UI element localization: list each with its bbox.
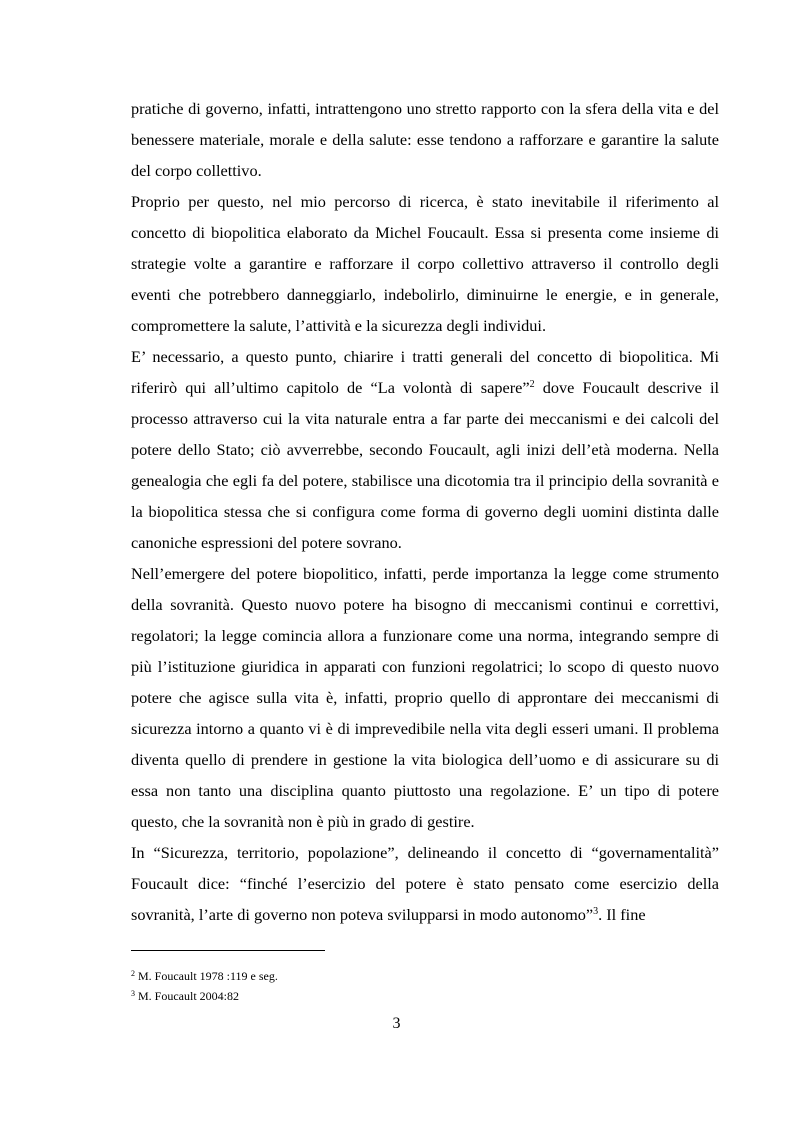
paragraph-4 <box>131 558 719 837</box>
footnote-number: 3 <box>131 989 135 998</box>
footnote-text: M. Foucault 2004:82 <box>135 989 239 1003</box>
paragraph-1 <box>131 93 719 186</box>
paragraph-text: pratiche di governo, infatti, intrattengono uno stretto rapporto con la sfera della vita e del benessere materiale, morale e della salute: esse tendono a rafforzare e garantire la salute del corpo collettivo. <box>131 99 719 180</box>
footnote-3 <box>131 986 719 1006</box>
footnote-2 <box>131 966 719 986</box>
footnote-number: 2 <box>131 969 135 978</box>
paragraph-text: dove Foucault descrive il processo attraverso cui la vita naturale entra a far parte dei meccanismi e dei calcoli del potere dello Stato; ciò avverrebbe, secondo Foucault, agli inizi dell’età moderna. Nella genealogia che egli fa del potere, stabilisce una dicotomia tra il principio della sovranità e la biopolitica stessa che si configura come forma di governo degli uomini distinta dalle canoniche espressioni del potere sovrano. <box>131 378 719 552</box>
footnotes <box>131 966 719 1006</box>
page-number: 3 <box>392 1015 401 1032</box>
paragraph-5 <box>131 837 719 930</box>
paragraph-text: Proprio per questo, nel mio percorso di ricerca, è stato inevitabile il riferimento al concetto di biopolitica elaborato da Michel Foucault. Essa si presenta come insieme di strategie volte a garantire e rafforzare il corpo collettivo attraverso il controllo degli eventi che potrebbero danneggiarlo, indebolirlo, diminuirne le energie, e in generale, compromettere la salute, l’attività e la sicurezza degli individui. <box>131 192 719 335</box>
footnote-divider <box>131 950 325 951</box>
footnote-ref-2[interactable]: 2 <box>529 379 535 390</box>
paragraph-3 <box>131 341 719 558</box>
paragraph-text: In “Sicurezza, territorio, popolazione”, delineando il concetto di “governamentalità” Foucault dice: “finché l’esercizio del potere è stato pensato come esercizio della sovranità, l’arte di governo non poteva svilupparsi in modo autonomo” <box>131 843 719 924</box>
paragraph-2 <box>131 186 719 341</box>
footnote-ref-3[interactable]: 3 <box>593 906 599 917</box>
paragraph-text: E’ necessario, a questo punto, chiarire i tratti generali del concetto di biopolitica. Mi riferirò qui all’ultimo capitolo de “La volontà di sapere” <box>131 347 719 397</box>
paragraph-text: Nell’emergere del potere biopolitico, infatti, perde importanza la legge come strumento della sovranità. Questo nuovo potere ha bisogno di meccanismi continui e correttivi, regolatori; la legge comincia allora a funzionare come una norma, integrando sempre di più l’istituzione giuridica in apparati con funzioni regolatrici; lo scopo di questo nuovo potere che agisce sulla vita è, infatti, proprio quello di approntare dei meccanismi di sicurezza intorno a quanto vi è di imprevedibile nella vita degli esseri umani. Il problema diventa quello di prendere in gestione la vita biologica dell’uomo e di assicurare su di essa non tanto una disciplina quanto piuttosto una regolazione. E’ un tipo di potere questo, che la sovranità non è più in grado di gestire. <box>131 564 719 831</box>
paragraph-text: . Il fine <box>598 905 646 924</box>
body-text <box>131 93 719 930</box>
footnote-text: M. Foucault 1978 :119 e seg. <box>135 969 278 983</box>
